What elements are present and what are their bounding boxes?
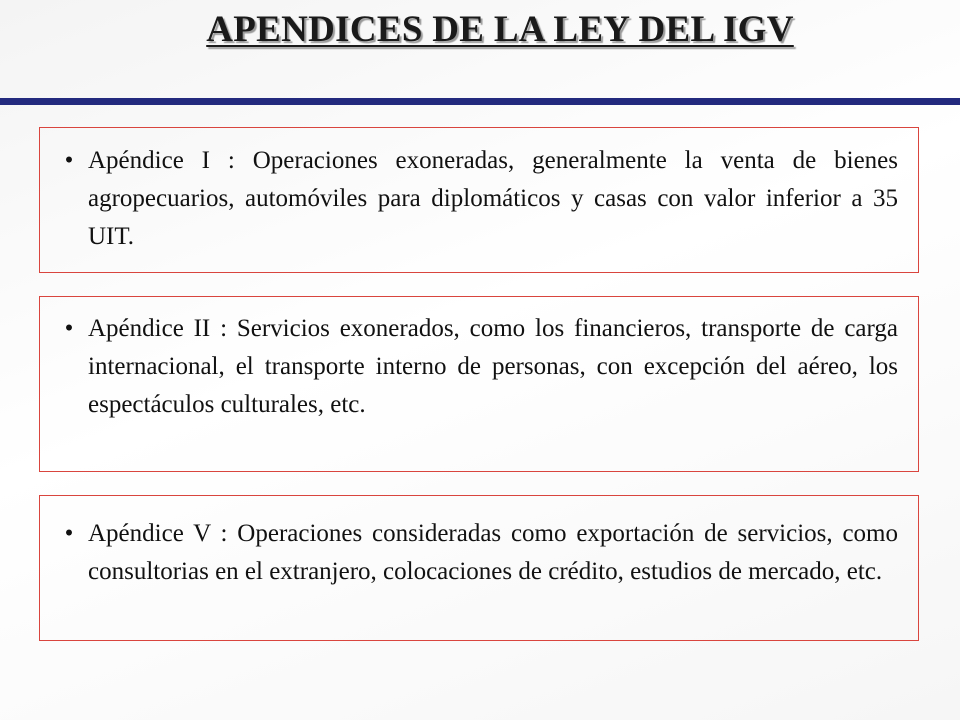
appendix-box-2 xyxy=(39,296,919,472)
appendix-2-text: Apéndice II : Servicios exonerados, como los financieros, transporte de carga internacional, el transporte interno de personas, con excepción del aéreo, los espectáculos culturales, etc. xyxy=(88,315,898,418)
bullet-icon: • xyxy=(64,147,74,174)
list-item xyxy=(50,310,898,424)
bullet-icon: • xyxy=(64,315,74,342)
appendix-3-text: Apéndice V : Operaciones consideradas como exportación de servicios, como consultorias en el extranjero, colocaciones de crédito, estudios de mercado, etc. xyxy=(88,520,898,585)
appendix-1-text: Apéndice I : Operaciones exoneradas, generalmente la venta de bienes agropecuarios, automóviles para diplomáticos y casas con valor inferior a 35 UIT. xyxy=(88,147,898,250)
bullet-icon: • xyxy=(64,520,74,547)
appendix-box-3 xyxy=(39,495,919,641)
header-divider xyxy=(0,98,960,105)
appendix-box-1 xyxy=(39,127,919,273)
list-item xyxy=(50,142,898,256)
title-container xyxy=(0,8,960,51)
page-title: APENDICES DE LA LEY DEL IGV xyxy=(206,9,794,50)
list-item xyxy=(50,515,898,591)
